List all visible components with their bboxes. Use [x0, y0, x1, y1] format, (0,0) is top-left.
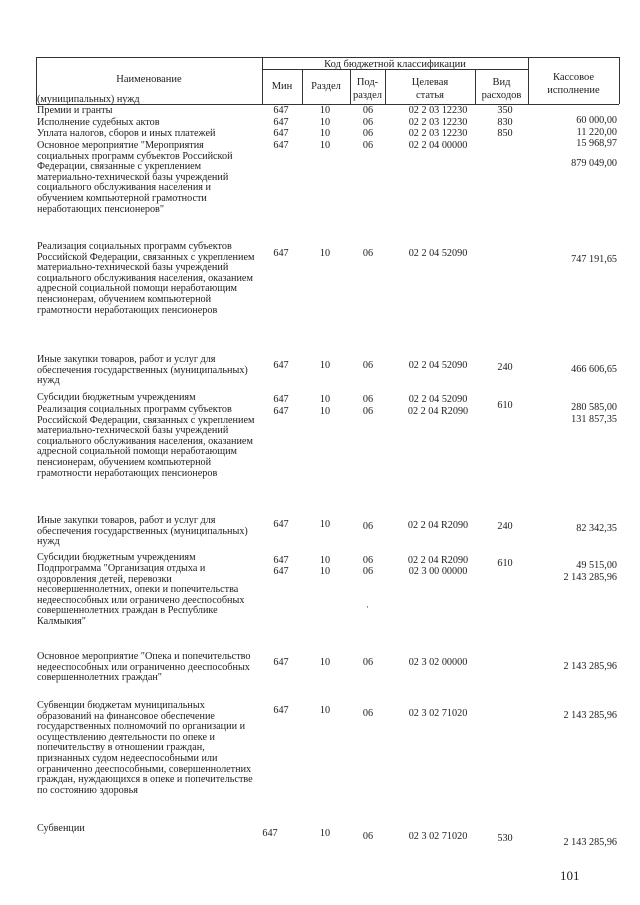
row-tsel: 02 2 04 R2090: [407, 406, 469, 417]
row-podrazdel: 06: [362, 105, 374, 116]
row-min: 647: [273, 705, 289, 716]
stray-mark: ·: [366, 602, 369, 612]
row-sum: 2 143 285,96: [563, 572, 617, 583]
row-razdel: 10: [319, 566, 331, 577]
header-name: Наименование: [116, 74, 182, 85]
row-razdel: 10: [319, 105, 331, 116]
row-razdel: 10: [319, 657, 331, 668]
row-podrazdel: 06: [362, 555, 374, 566]
row-vid: 610: [497, 558, 513, 569]
row-tsel: 02 2 03 12230: [408, 128, 468, 139]
header-vid-1: Вид: [492, 77, 511, 88]
row-tsel: 02 2 04 00000: [408, 140, 468, 151]
header-razdel: Раздел: [311, 81, 341, 92]
row-razdel: 10: [319, 360, 331, 371]
row-sum: 49 515,00: [576, 560, 617, 571]
row-min: 647: [273, 555, 289, 566]
row-podrazdel: 06: [362, 657, 374, 668]
row-name: (муниципальных) нужд: [37, 94, 140, 105]
header-code-group: Код бюджетной классификации: [324, 59, 466, 70]
row-name: Подпрограмма "Организация отдыха и оздоровления детей, перевозки несовершеннолетних, опеки и попечительства недееспособных или ограничено дееспособных совершеннолетних граждан в Республике Калмыкия": [37, 563, 245, 627]
row-razdel: 10: [319, 519, 331, 530]
row-sum: 2 143 285,96: [563, 661, 617, 672]
row-name: Субсидии бюджетным учреждениям: [37, 392, 196, 403]
row-name: Основное мероприятие "Опека и попечительство недееспособных или ограниченно дееспособных совершеннолетних граждан": [37, 651, 251, 684]
row-sum: 466 606,65: [571, 364, 617, 375]
row-podrazdel: 06: [362, 140, 374, 151]
row-name: Иные закупки товаров, работ и услуг для обеспечения государственных (муниципальных) нужд: [37, 354, 248, 387]
row-tsel: 02 2 04 R2090: [407, 555, 469, 566]
row-sum: 60 000,00: [576, 115, 617, 126]
row-sum: 2 143 285,96: [563, 710, 617, 721]
row-podrazdel: 06: [362, 360, 374, 371]
row-min: 647: [273, 105, 289, 116]
row-razdel: 10: [319, 140, 331, 151]
row-sum: 131 857,35: [571, 414, 617, 425]
row-vid: 530: [497, 833, 513, 844]
row-name: Субвенции: [37, 823, 85, 834]
row-name: Иные закупки товаров, работ и услуг для обеспечения государственных (муниципальных) нужд: [37, 515, 248, 548]
header-min: Мин: [271, 81, 293, 92]
row-razdel: 10: [319, 117, 331, 128]
row-tsel: 02 3 02 00000: [408, 657, 468, 668]
header-podrazdel-1: Под-: [356, 77, 379, 88]
row-podrazdel: 06: [362, 128, 374, 139]
row-razdel: 10: [319, 555, 331, 566]
row-vid: 240: [497, 521, 513, 532]
row-name: Субвенции бюджетам муниципальных образований на финансовое обеспечение государственных полномочий по организации и осуществлению деятельности по опеке и попечительству в отношении граждан, признанных судом недееспособными или ограниченно дееспособными, совершеннолетних граждан, нуждающихся в опеке и попечительстве по состоянию здоровья: [37, 700, 253, 796]
row-tsel: 02 3 02 71020: [408, 708, 468, 719]
row-name: Исполнение судебных актов: [37, 117, 160, 128]
row-sum: 11 220,00: [576, 127, 617, 138]
row-razdel: 10: [319, 828, 331, 839]
row-sum: 82 342,35: [576, 523, 617, 534]
row-tsel: 02 2 04 R2090: [407, 520, 469, 531]
row-tsel: 02 2 03 12230: [408, 105, 468, 116]
row-min: 647: [262, 828, 278, 839]
row-min: 647: [273, 394, 289, 405]
page-number: 101: [560, 868, 580, 883]
row-tsel: 02 2 04 52090: [408, 394, 468, 405]
row-tsel: 02 2 04 52090: [408, 360, 468, 371]
row-sum: 879 049,00: [571, 158, 617, 169]
row-sum: 2 143 285,96: [563, 837, 617, 848]
row-sum: 280 585,00: [571, 402, 617, 413]
row-razdel: 10: [319, 705, 331, 716]
header-tselevaya-2: статья: [416, 90, 444, 101]
row-name: Уплата налогов, сборов и иных платежей: [37, 128, 216, 139]
row-tsel: 02 3 00 00000: [408, 566, 468, 577]
row-min: 647: [273, 519, 289, 530]
row-min: 647: [273, 360, 289, 371]
row-min: 647: [273, 248, 289, 259]
row-min: 647: [273, 657, 289, 668]
row-min: 647: [273, 566, 289, 577]
row-name: Реализация социальных программ субъектов Российской Федерации, связанных с укреплением материально-технической базы учреждений социального обслуживания населения, оказанием адресной социальной помощи неработающим пенсионерам, обучением компьютерной грамотности неработающих пенсионеров: [37, 241, 255, 316]
row-min: 647: [273, 406, 289, 417]
row-sum: 15 968,97: [576, 138, 617, 149]
row-podrazdel: 06: [362, 708, 374, 719]
row-name: Реализация социальных программ субъектов Российской Федерации, связанных с укреплением материально-технической базы учреждений социального обслуживания населения, оказанием адресной социальной помощи неработающим пенсионерам, обучением компьютерной грамотности неработающих пенсионеров: [37, 404, 255, 479]
row-razdel: 10: [319, 394, 331, 405]
header-tselevaya-1: Целевая: [411, 77, 449, 88]
row-podrazdel: 06: [362, 248, 374, 259]
row-min: 647: [273, 117, 289, 128]
row-sum: 747 191,65: [571, 254, 617, 265]
header-podrazdel-2: раздел: [352, 90, 383, 101]
row-vid: 610: [497, 400, 513, 411]
row-name: Премии и гранты: [37, 105, 113, 116]
row-tsel: 02 2 03 12230: [408, 117, 468, 128]
row-podrazdel: 06: [362, 831, 374, 842]
row-podrazdel: 06: [362, 394, 374, 405]
row-podrazdel: 06: [362, 566, 374, 577]
row-min: 647: [273, 140, 289, 151]
row-tsel: 02 2 04 52090: [408, 248, 468, 259]
row-podrazdel: 06: [362, 521, 374, 532]
row-vid: 350: [497, 105, 513, 116]
header-kassa-2: исполнение: [547, 85, 600, 96]
row-razdel: 10: [319, 128, 331, 139]
row-vid: 830: [497, 117, 513, 128]
header-kassa-1: Кассовое: [552, 72, 595, 83]
row-razdel: 10: [319, 248, 331, 259]
row-vid: 850: [497, 128, 513, 139]
header-vid-2: расходов: [481, 90, 522, 101]
row-vid: 240: [497, 362, 513, 373]
row-name: Основное мероприятие "Мероприятия социальных программ субъектов Российской Федерации, связанные с укреплением материально-технической базы учреждений социального обслуживания населения и обучением компьютерной грамотности неработающих пенсионеров": [37, 140, 233, 215]
row-podrazdel: 06: [362, 406, 374, 417]
row-razdel: 10: [319, 406, 331, 417]
row-tsel: 02 3 02 71020: [408, 831, 468, 842]
row-podrazdel: 06: [362, 117, 374, 128]
row-min: 647: [273, 128, 289, 139]
row-name: Субсидии бюджетным учреждениям: [37, 552, 196, 563]
